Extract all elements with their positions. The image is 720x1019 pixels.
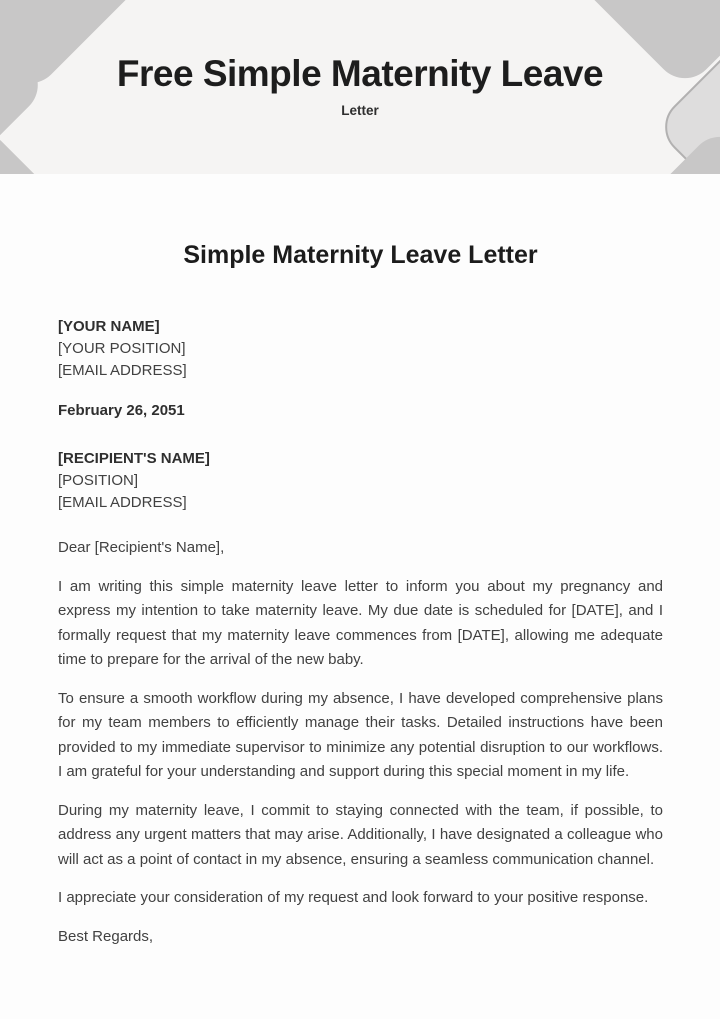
closing: Best Regards, bbox=[58, 927, 154, 945]
letter-page bbox=[0, 174, 720, 949]
recipient-name: [RECIPIENT'S NAME] bbox=[58, 450, 210, 467]
recipient-email: [EMAIL ADDRESS] bbox=[58, 494, 187, 511]
banner-subtitle: Letter bbox=[341, 103, 379, 118]
paragraph: I appreciate your consideration of my request and look forward to your positive response. bbox=[58, 889, 649, 906]
paragraph: I am writing this simple maternity leave letter to inform you about my pregnancy and express my intention to take maternity leave. My due date is scheduled for [DATE], and I formally request that my maternity leave commences from [DATE], allowing me adequate time to prepare for the arrival of the new baby. bbox=[58, 577, 663, 668]
banner-title: Free Simple Maternity Leave bbox=[116, 53, 604, 94]
recipient-block bbox=[58, 448, 663, 514]
letter-date: February 26, 2051 bbox=[58, 402, 185, 419]
sender-block bbox=[58, 316, 663, 382]
banner bbox=[0, 0, 720, 174]
letter-title: Simple Maternity Leave Letter bbox=[183, 241, 538, 269]
recipient-position: [POSITION] bbox=[58, 472, 139, 489]
sender-email: [EMAIL ADDRESS] bbox=[58, 362, 187, 379]
sender-name: [YOUR NAME] bbox=[58, 318, 160, 335]
paragraph: During my maternity leave, I commit to staying connected with the team, if possible, to address any urgent matters that may arise. Additionally, I have designated a colleague who will act as a point of contact in my absence, ensuring a seamless communication channel. bbox=[58, 801, 663, 868]
decor-diamond-bottom-left-icon bbox=[0, 120, 100, 174]
salutation: Dear [Recipient's Name], bbox=[58, 539, 225, 556]
paragraph: To ensure a smooth workflow during my absence, I have developed comprehensive plans for my team members to efficiently manage their tasks. Detailed instructions have been provided to my immediate supervisor to minimize any potential disruption to our workflows. I am grateful for your understanding and support during this special moment in my life. bbox=[58, 689, 663, 780]
sender-position: [YOUR POSITION] bbox=[58, 340, 186, 357]
